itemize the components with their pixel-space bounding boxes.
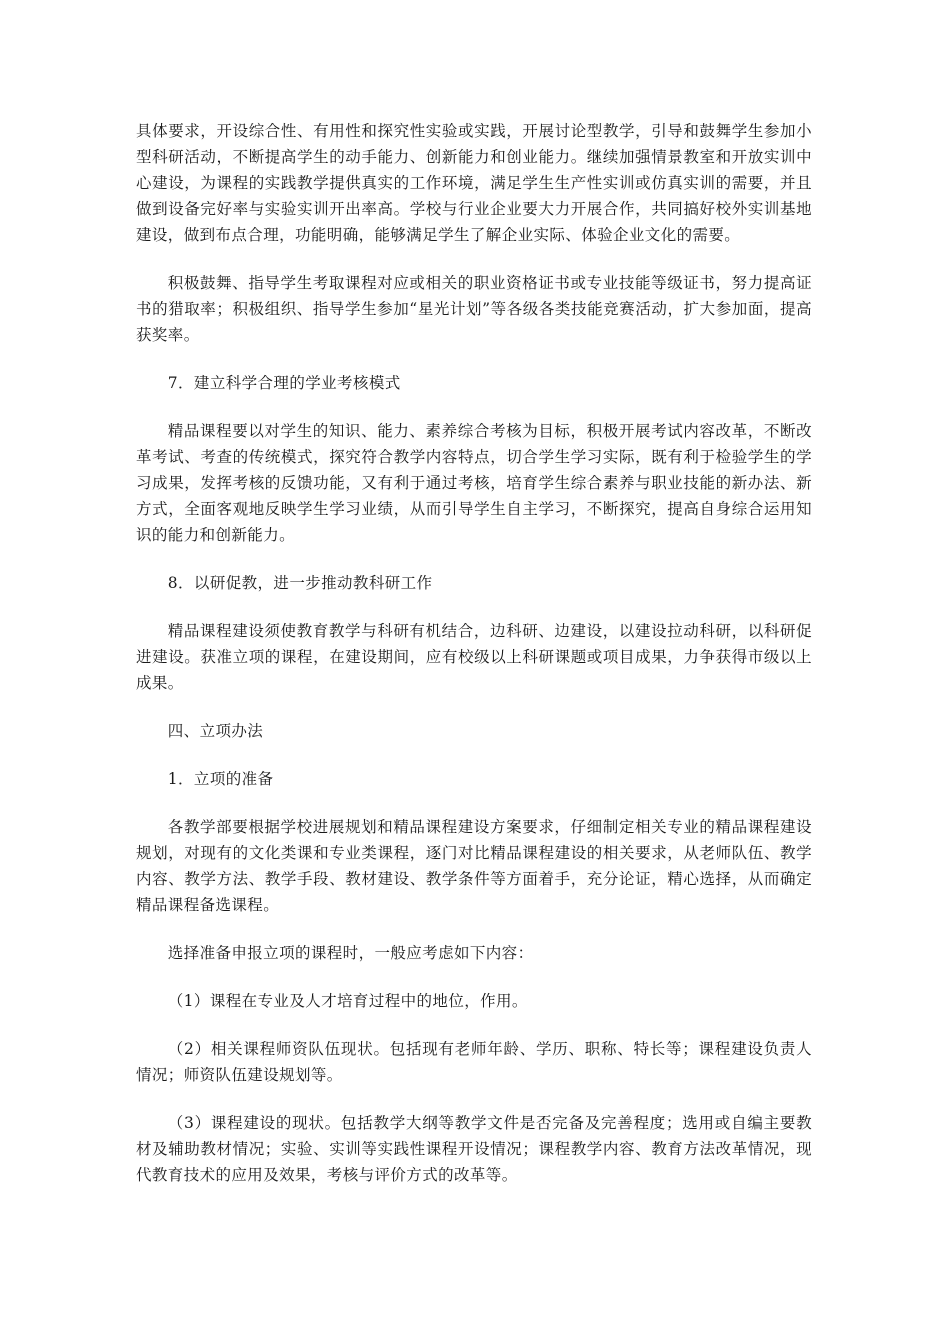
paragraph-selection-criteria: 选择准备申报立项的课程时，一般应考虑如下内容： (167, 944, 534, 962)
document-body (136, 118, 812, 1210)
paragraph-research-integration: 精品课程建设须使教育教学与科研有机结合，边科研、边建设，以建设拉动科研，以科研促进建设。获准立项的课程，在建设期间，应有校级以上科研课题或项目成果，力争获得市级以上成果。 (136, 622, 812, 692)
paragraph-certificates: 积极鼓舞、指导学生考取课程对应或相关的职业资格证书或专业技能等级证书，努力提高证书的猎取率；积极组织、指导学生参加“星光计划”等各级各类技能竞赛活动，扩大参加面，提高获奖率。 (136, 274, 812, 344)
heading-project-preparation: 1．立项的准备 (167, 770, 274, 788)
list-item-faculty-status: （2）相关课程师资队伍现状。包括现有老师年龄、学历、职称、特长等；课程建设负责人情况；师资队伍建设规划等。 (136, 1040, 812, 1084)
list-item-course-role: （1）课程在专业及人才培育过程中的地位，作用。 (167, 992, 528, 1010)
heading-project-methods: 四、立项办法 (167, 722, 264, 740)
paragraph-assessment-reform: 精品课程要以对学生的知识、能力、素养综合考核为目标，积极开展考试内容改革，不断改革考试、考查的传统模式，探究符合教学内容特点，切合学生学习实际，既有利于检验学生的学习成果，发挥考核的反馈功能，又有利于通过考核，培育学生综合素养与职业技能的新办法、新方式，全面客观地反映学生学习业绩，从而引导学生自主学习，不断探究，提高自身综合运用知识的能力和创新能力。 (136, 422, 812, 544)
list-item-course-status: （3）课程建设的现状。包括教学大纲等教学文件是否完备及完善程度；选用或自编主要教材及辅助教材情况；实验、实训等实践性课程开设情况；课程教学内容、教育方法改革情况，现代教育技术的应用及效果，考核与评价方式的改革等。 (136, 1114, 812, 1184)
heading-research-teaching: 8．以研促教，进一步推动教科研工作 (167, 574, 433, 592)
paragraph-course-planning: 各教学部要根据学校进展规划和精品课程建设方案要求，仔细制定相关专业的精品课程建设规划，对现有的文化类课和专业类课程，逐门对比精品课程建设的相关要求，从老师队伍、教学内容、教学方法、教学手段、教材建设、教学条件等方面着手，充分论证，精心选择，从而确定精品课程备选课程。 (136, 818, 812, 914)
paragraph-practice-teaching: 具体要求，开设综合性、有用性和探究性实验或实践，开展讨论型教学，引导和鼓舞学生参加小型科研活动，不断提高学生的动手能力、创新能力和创业能力。继续加强情景教室和开放实训中心建设，为课程的实践教学提供真实的工作环境，满足学生生产性实训或仿真实训的需要，并且做到设备完好率与实验实训开出率高。学校与行业企业要大力开展合作，共同搞好校外实训基地建设，做到布点合理，功能明确，能够满足学生了解企业实际、体验企业文化的需要。 (136, 122, 812, 244)
heading-assessment-model: 7．建立科学合理的学业考核模式 (167, 374, 401, 392)
